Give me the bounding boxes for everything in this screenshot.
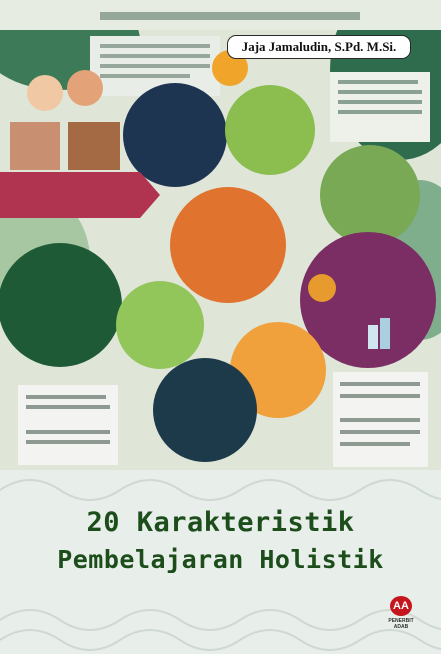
text-line — [340, 442, 410, 446]
text-line — [338, 80, 418, 84]
text-line — [26, 440, 110, 444]
book-title-line1: 20 Karakteristik — [86, 507, 355, 538]
green-circle — [320, 145, 420, 245]
header-text-blur — [100, 12, 360, 20]
text-line — [340, 430, 420, 434]
book-title-line2: Pembelajaran Holistik — [57, 545, 384, 574]
sun-icon — [308, 274, 336, 302]
author-name: Jaja Jamaludin, S.Pd. M.Si. — [227, 35, 411, 59]
green-circle — [116, 281, 204, 369]
green-circle — [225, 85, 315, 175]
text-line — [26, 405, 110, 409]
text-line — [338, 90, 422, 94]
portrait-photo — [68, 122, 120, 170]
text-line — [26, 430, 110, 434]
publisher-logo — [384, 596, 418, 630]
portrait-photo — [27, 75, 63, 111]
text-line — [26, 395, 106, 399]
publisher-logo-mark: AA — [390, 596, 412, 616]
text-line — [340, 418, 420, 422]
maroon-banner — [0, 172, 160, 218]
navy-circle — [123, 83, 227, 187]
text-line — [100, 74, 190, 78]
text-line — [340, 382, 420, 386]
building-illustration — [368, 325, 378, 349]
text-line — [338, 110, 422, 114]
portrait-photo — [10, 122, 60, 170]
text-line — [100, 54, 210, 58]
dark-green-circle — [0, 243, 122, 367]
text-line — [100, 64, 210, 68]
navy-circle — [153, 358, 257, 462]
building-illustration — [380, 318, 390, 349]
text-line — [338, 100, 422, 104]
portrait-photo — [67, 70, 103, 106]
orange-circle — [170, 187, 286, 303]
text-line — [100, 44, 210, 48]
text-line — [340, 394, 420, 398]
publisher-logo-text: PENERBIT ADAB — [388, 618, 414, 630]
